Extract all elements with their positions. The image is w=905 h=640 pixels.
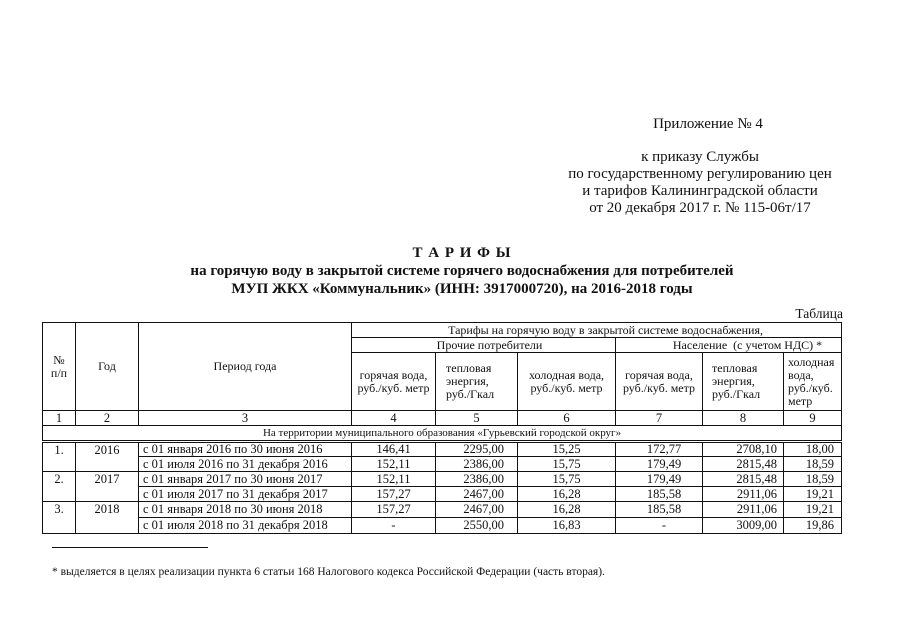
document-subtitle-line: МУП ЖКХ «Коммунальник» (ИНН: 3917000720), на 2016-2018 годы [231, 281, 693, 297]
row-number: 1. [43, 442, 76, 472]
document-title: Т А Р И Ф Ы [412, 245, 512, 261]
table-row [43, 442, 842, 457]
appendix-line: от 20 декабря 2017 г. № 115-06т/17 [589, 200, 811, 216]
appendix-line: по государственному регулированию цен [568, 166, 832, 182]
header-period: Период года [139, 323, 352, 411]
heat-energy-population-cell: 3009,00 [703, 518, 784, 534]
period-cell: с 01 июля 2018 по 31 декабря 2018 [139, 518, 352, 534]
header-population: Население (с учетом НДС) * [616, 338, 842, 353]
period-cell: с 01 января 2018 по 30 июня 2018 [139, 502, 352, 518]
column-number: 9 [784, 411, 842, 426]
cold-water-population-cell: 19,86 [784, 518, 842, 534]
column-number: 2 [76, 411, 139, 426]
header-number-line: п/п [50, 365, 68, 380]
document-heading [112, 244, 812, 298]
header-hot-water-population: горячая вода, руб./куб. метр [616, 353, 703, 411]
cold-water-other-cell: 15,75 [518, 457, 616, 472]
column-number: 4 [352, 411, 436, 426]
appendix-title: Приложение № 4 [653, 116, 763, 132]
year-cell: 2018 [76, 502, 139, 534]
cold-water-population-cell: 18,59 [784, 472, 842, 487]
header-hot-water-other: горячая вода, руб./куб. метр [352, 353, 436, 411]
hot-water-population-cell: 172,77 [616, 442, 703, 457]
document-subtitle-line: на горячую воду в закрытой системе горячего водоснабжения для потребителей [190, 263, 734, 279]
header-number-line: № [53, 352, 65, 367]
column-number: 3 [139, 411, 352, 426]
heat-energy-other-cell: 2550,00 [436, 518, 518, 534]
heat-energy-other-cell: 2386,00 [436, 457, 518, 472]
heat-energy-other-cell: 2467,00 [436, 487, 518, 502]
header-other-consumers: Прочие потребители [352, 338, 616, 353]
period-cell: с 01 января 2017 по 30 июня 2017 [139, 472, 352, 487]
header-heat-energy-other: тепловая энергия, руб./Гкал [436, 353, 518, 411]
cold-water-population-cell: 19,21 [784, 502, 842, 518]
hot-water-population-cell: 179,49 [616, 472, 703, 487]
territory-row [43, 426, 842, 442]
hot-water-other-cell: 157,27 [352, 487, 436, 502]
hot-water-other-cell: - [352, 518, 436, 534]
cold-water-population-cell: 18,59 [784, 457, 842, 472]
column-number: 8 [703, 411, 784, 426]
period-cell: с 01 января 2016 по 30 июня 2016 [139, 442, 352, 457]
heat-energy-other-cell: 2295,00 [436, 442, 518, 457]
column-number-row [43, 411, 842, 426]
table-row [43, 518, 842, 534]
cold-water-other-cell: 16,83 [518, 518, 616, 534]
table-row [43, 487, 842, 502]
year-cell: 2017 [76, 472, 139, 502]
header-year: Год [76, 323, 139, 411]
heat-energy-population-cell: 2815,48 [703, 472, 784, 487]
period-cell: с 01 июля 2016 по 31 декабря 2016 [139, 457, 352, 472]
cold-water-other-cell: 16,28 [518, 502, 616, 518]
heat-energy-other-cell: 2467,00 [436, 502, 518, 518]
hot-water-population-cell: 185,58 [616, 487, 703, 502]
footnote: * выделяется в целях реализации пункта 6 статьи 168 Налогового кодекса Российской Федерации (часть вторая). [52, 566, 605, 578]
hot-water-population-cell: 185,58 [616, 502, 703, 518]
column-number: 6 [518, 411, 616, 426]
heat-energy-population-cell: 2708,10 [703, 442, 784, 457]
table-caption: Таблица [795, 306, 843, 321]
table-row [43, 472, 842, 487]
column-number: 7 [616, 411, 703, 426]
appendix-line: к приказу Службы [641, 149, 759, 165]
period-cell: с 01 июля 2017 по 31 декабря 2017 [139, 487, 352, 502]
hot-water-other-cell: 152,11 [352, 457, 436, 472]
year-cell: 2016 [76, 442, 139, 472]
hot-water-population-cell: - [616, 518, 703, 534]
header-tariffs: Тарифы на горячую воду в закрытой системе водоснабжения, [352, 323, 842, 338]
cold-water-other-cell: 15,75 [518, 472, 616, 487]
appendix-order-reference [540, 149, 860, 217]
hot-water-other-cell: 157,27 [352, 502, 436, 518]
header-cold-water-population: холодная вода, руб./куб. метр [784, 353, 842, 411]
footnote-divider [52, 547, 208, 548]
column-number: 1 [43, 411, 76, 426]
territory-label: На территории муниципального образования «Гурьевский городской округ» [43, 426, 842, 442]
heat-energy-population-cell: 2911,06 [703, 487, 784, 502]
header-number [43, 323, 76, 411]
heat-energy-population-cell: 2911,06 [703, 502, 784, 518]
table-row [43, 502, 842, 518]
cold-water-other-cell: 16,28 [518, 487, 616, 502]
heat-energy-population-cell: 2815,48 [703, 457, 784, 472]
hot-water-population-cell: 179,49 [616, 457, 703, 472]
heat-energy-other-cell: 2386,00 [436, 472, 518, 487]
row-number: 3. [43, 502, 76, 534]
header-row [43, 323, 842, 338]
header-cold-water-other: холодная вода, руб./куб. метр [518, 353, 616, 411]
appendix-line: и тарифов Калининградской области [582, 183, 818, 199]
hot-water-other-cell: 152,11 [352, 472, 436, 487]
cold-water-population-cell: 18,00 [784, 442, 842, 457]
row-number: 2. [43, 472, 76, 502]
cold-water-population-cell: 19,21 [784, 487, 842, 502]
hot-water-other-cell: 146,41 [352, 442, 436, 457]
column-number: 5 [436, 411, 518, 426]
tariff-table [42, 322, 842, 534]
cold-water-other-cell: 15,25 [518, 442, 616, 457]
header-heat-energy-population: тепловая энергия, руб./Гкал [703, 353, 784, 411]
table-row [43, 457, 842, 472]
